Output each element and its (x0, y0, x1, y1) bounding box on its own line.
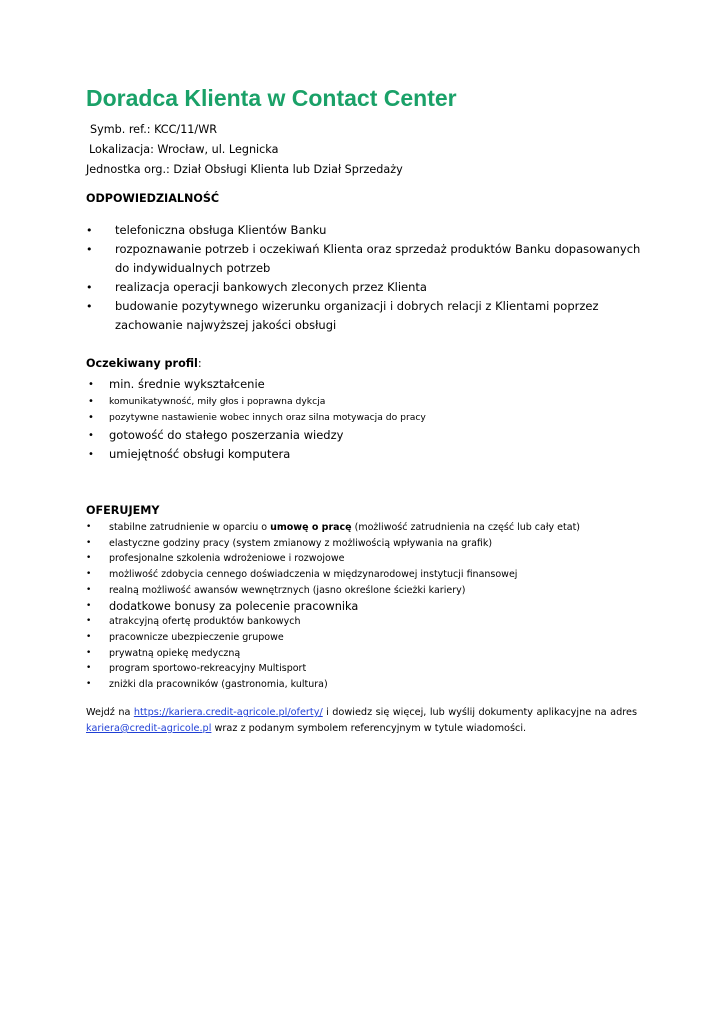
bullet-icon: • (88, 449, 94, 460)
list-item: • realizacja operacji bankowych zleconych przez Klienta (86, 278, 640, 297)
bullet-icon: • (86, 647, 92, 658)
careers-link[interactable]: https://kariera.credit-agricole.pl/oferty/ (133, 707, 323, 718)
list-item: • elastyczne godziny pracy (system zmianowy z możliwością wpływania na grafik) (86, 536, 580, 552)
bullet-icon: • (86, 679, 92, 690)
offer-heading: OFERUJEMY (86, 504, 160, 517)
list-item: • profesjonalne szkolenia wdrożeniowe i rozwojowe (86, 551, 580, 567)
list-item: • stabilne zatrudnienie w oparciu o umowę o pracę (możliwość zatrudnienia na część lub cały etat) (86, 520, 580, 536)
list-item: • budowanie pozytywnego wizerunku organizacji i dobrych relacji z Klientami poprzez (86, 297, 640, 316)
bullet-icon: • (88, 412, 94, 423)
bullet-icon: • (86, 600, 92, 611)
list-item: • min. średnie wykształcenie (88, 375, 426, 394)
profile-heading: Oczekiwany profil: (86, 357, 202, 370)
list-item: • prywatną opiekę medyczną (86, 646, 580, 662)
list-item: • atrakcyjną ofertę produktów bankowych (86, 614, 580, 630)
list-item-continuation: do indywidualnych potrzeb (115, 261, 271, 275)
offer-list (86, 520, 580, 693)
list-item: • rozpoznawanie potrzeb i oczekiwań Klienta oraz sprzedaż produktów Banku dopasowanych (86, 240, 640, 259)
bullet-icon: • (88, 379, 94, 390)
bullet-icon: • (86, 663, 92, 674)
bullet-icon: • (86, 553, 92, 564)
bullet-icon: • (88, 430, 94, 441)
organizational-unit: Jednostka org.: Dział Obsługi Klienta lub Dział Sprzedaży (86, 163, 403, 176)
bullet-icon: • (86, 522, 92, 532)
page-title: Doradca Klienta w Contact Center (86, 85, 457, 111)
list-item: • komunikatywność, miły głos i poprawna dykcja (88, 394, 426, 410)
application-instructions: Wejdź na https://kariera.credit-agricole.pl/oferty/ i dowiedz się więcej, lub wyślij dokumenty aplikacyjne na adres kariera@credit-agricole.pl wraz z podanym symbolem referencyjnym w tytule wiadomości. (86, 707, 637, 734)
bullet-icon: • (86, 631, 92, 642)
list-item: • umiejętność obsługi komputera (88, 445, 426, 464)
list-item-continuation: zachowanie najwyższej jakości obsługi (115, 318, 337, 332)
list-item: • dodatkowe bonusy za polecenie pracownika (86, 599, 359, 613)
list-item: • program sportowo-rekreacyjny Multisport (86, 661, 580, 677)
list-item: • gotowość do stałego poszerzania wiedzy (88, 426, 426, 445)
bullet-icon: • (86, 224, 93, 237)
list-item: • pozytywne nastawienie wobec innych oraz silna motywacja do pracy (88, 410, 426, 426)
bullet-icon: • (86, 300, 93, 313)
profile-list (88, 375, 426, 464)
bullet-icon: • (86, 281, 93, 294)
bullet-icon: • (88, 396, 94, 407)
reference-symbol: Symb. ref.: KCC/11/WR (90, 123, 218, 136)
responsibilities-list (86, 221, 640, 335)
list-item: • pracownicze ubezpieczenie grupowe (86, 630, 580, 646)
list-item: • telefoniczna obsługa Klientów Banku (86, 221, 640, 240)
bullet-icon: • (86, 584, 92, 595)
list-item: • realną możliwość awansów wewnętrznych (jasno określone ścieżki kariery) (86, 583, 580, 599)
bullet-icon: • (86, 569, 92, 580)
location: Lokalizacja: Wrocław, ul. Legnicka (89, 143, 279, 156)
list-item: • zniżki dla pracowników (gastronomia, kultura) (86, 677, 580, 693)
bullet-icon: • (86, 243, 93, 256)
bullet-icon: • (86, 616, 92, 627)
responsibilities-heading: ODPOWIEDZIALNOŚĆ (86, 192, 220, 205)
list-item: • możliwość zdobycia cennego doświadczenia w międzynarodowej instytucji finansowej (86, 567, 580, 583)
email-link[interactable]: kariera@credit-agricole.pl (86, 723, 212, 734)
bullet-icon: • (86, 537, 92, 548)
